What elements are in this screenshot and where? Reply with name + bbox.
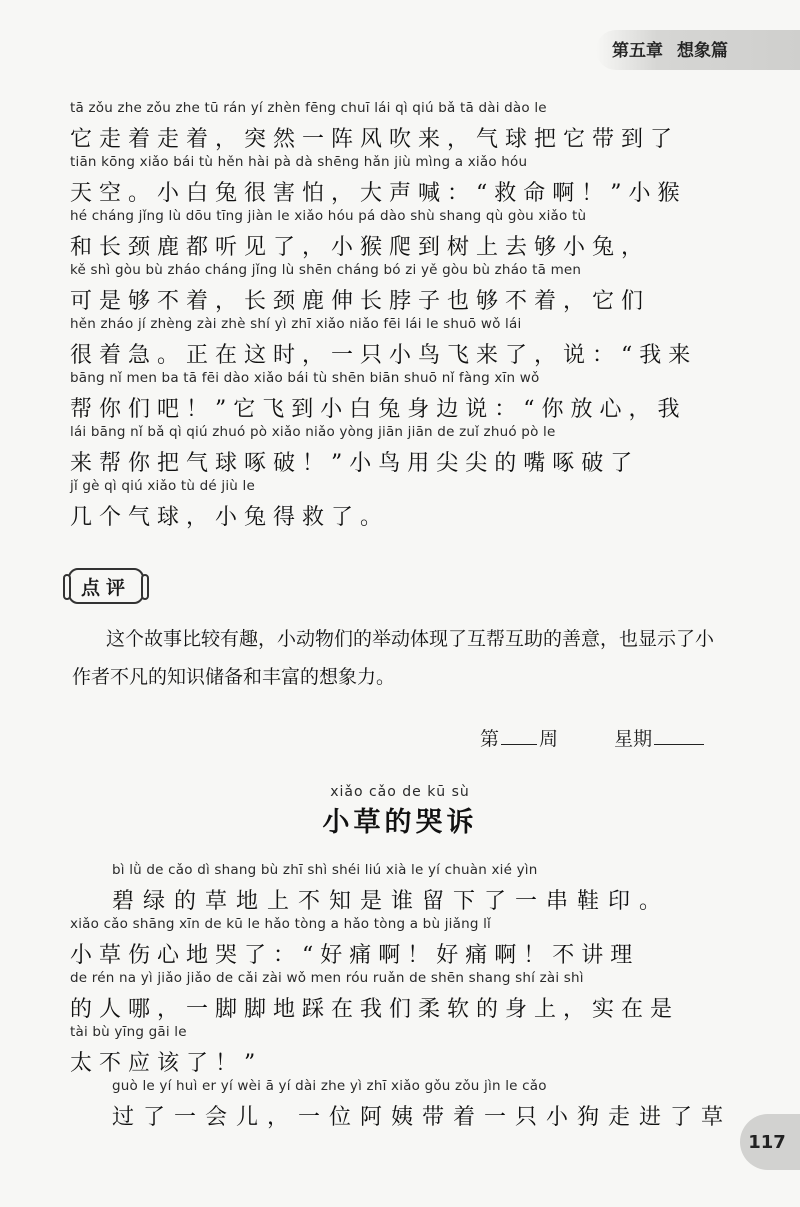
- story-line: [70, 478, 730, 532]
- text-line: 的人哪，一脚脚地踩在我们柔软的身上，实在是: [70, 997, 680, 1022]
- text-line: 可是够不着，长颈鹿伸长脖子也够不着，它们: [70, 289, 651, 314]
- pinyin-line: xiǎo cǎo shāng xīn de kū le hǎo tòng a hǎo tòng a bù jiǎng lǐ: [70, 916, 491, 932]
- story-one: [70, 100, 730, 532]
- story-line: [70, 862, 730, 916]
- story-line: [70, 916, 730, 970]
- text-line: 天空。小白兔很害怕，大声喊：“救命啊！”小猴: [70, 181, 687, 206]
- weekday-blank: [654, 726, 704, 745]
- story-line: [70, 208, 730, 262]
- pinyin-line: jǐ gè qì qiú xiǎo tù dé jiù le: [70, 478, 256, 494]
- page-number: 117: [740, 1114, 800, 1170]
- story-line: [70, 100, 730, 154]
- text-line: 太不应该了！”: [70, 1051, 263, 1076]
- pinyin-line: tài bù yīng gāi le: [70, 1024, 187, 1040]
- pinyin-line: tā zǒu zhe zǒu zhe tū rán yí zhèn fēng chuī lái qì qiú bǎ tā dài dào le: [70, 100, 547, 116]
- title-pinyin: xiǎo cǎo de kū sù: [330, 784, 470, 800]
- pinyin-line: guò le yí huì er yí wèi ā yí dài zhe yì zhī xiǎo gǒu zǒu jìn le cǎo: [112, 1078, 547, 1094]
- pinyin-line: bì lǜ de cǎo dì shang bù zhī shì shéi liú xià le yí chuàn xié yìn: [112, 862, 538, 878]
- chapter-number: 第五章: [612, 41, 663, 61]
- date-line: [480, 724, 730, 751]
- pinyin-line: tiān kōng xiǎo bái tù hěn hài pà dà shēng hǎn jiù mìng a xiǎo hóu: [70, 154, 528, 170]
- pinyin-line: hěn zháo jí zhèng zài zhè shí yì zhī xiǎo niǎo fēi lái le shuō wǒ lái: [70, 316, 522, 332]
- pinyin-line: kě shì gòu bù zháo cháng jǐng lù shēn cháng bó zi yě gòu bù zháo tā men: [70, 262, 582, 278]
- week-prefix: 第: [480, 728, 500, 750]
- pinyin-line: de rén na yì jiǎo jiǎo de cǎi zài wǒ men róu ruǎn de shēn shang shí zài shì: [70, 970, 584, 986]
- text-line: 过了一会儿，一位阿姨带着一只小狗走进了草: [112, 1105, 733, 1130]
- chapter-header: [612, 36, 742, 61]
- text-line: 帮你们吧！”它飞到小白兔身边说：“你放心，我: [70, 397, 687, 422]
- story-line: [70, 154, 730, 208]
- comment-text: 这个故事比较有趣，小动物们的举动体现了互帮互助的善意，也显示了小作者不凡的知识储备和丰富的想象力。: [72, 628, 715, 688]
- week-blank: [501, 726, 537, 745]
- story-line: [70, 1024, 730, 1078]
- story-line: [70, 262, 730, 316]
- story-line: [70, 424, 730, 478]
- story-line: [70, 316, 730, 370]
- pinyin-line: hé cháng jǐng lù dōu tīng jiàn le xiǎo hóu pá dào shù shang qù gòu xiǎo tù: [70, 208, 587, 224]
- chapter-section: 想象篇: [677, 41, 728, 61]
- text-line: 它走着走着，突然一阵风吹来，气球把它带到了: [70, 127, 680, 152]
- weekday-label: 星期: [614, 728, 653, 750]
- text-line: 很着急。正在这时，一只小鸟飞来了，说：“我来: [70, 343, 698, 368]
- text-line: 小草伤心地哭了：“好痛啊！好痛啊！不讲理: [70, 943, 640, 968]
- text-line: 和长颈鹿都听见了，小猴爬到树上去够小兔，: [70, 235, 651, 260]
- text-line: 几个气球，小兔得救了。: [70, 505, 390, 530]
- story-line: [70, 970, 730, 1024]
- pinyin-line: bāng nǐ men ba tā fēi dào xiǎo bái tù shēn biān shuō nǐ fàng xīn wǒ: [70, 370, 540, 386]
- comment-paragraph: [72, 620, 732, 696]
- week-suffix: 周: [539, 728, 559, 750]
- story-line: [70, 1078, 733, 1132]
- story-title: 小草的哭诉: [322, 807, 478, 838]
- story-line: [70, 370, 730, 424]
- pinyin-line: lái bāng nǐ bǎ qì qiú zhuó pò xiǎo niǎo yòng jiān jiān de zuǐ zhuó pò le: [70, 424, 556, 440]
- story-two: [70, 862, 733, 1132]
- text-line: 碧绿的草地上不知是谁留下了一串鞋印。: [112, 889, 671, 914]
- text-line: 来帮你把气球啄破！”小鸟用尖尖的嘴啄破了: [70, 451, 640, 476]
- comment-badge: 点评: [68, 568, 144, 604]
